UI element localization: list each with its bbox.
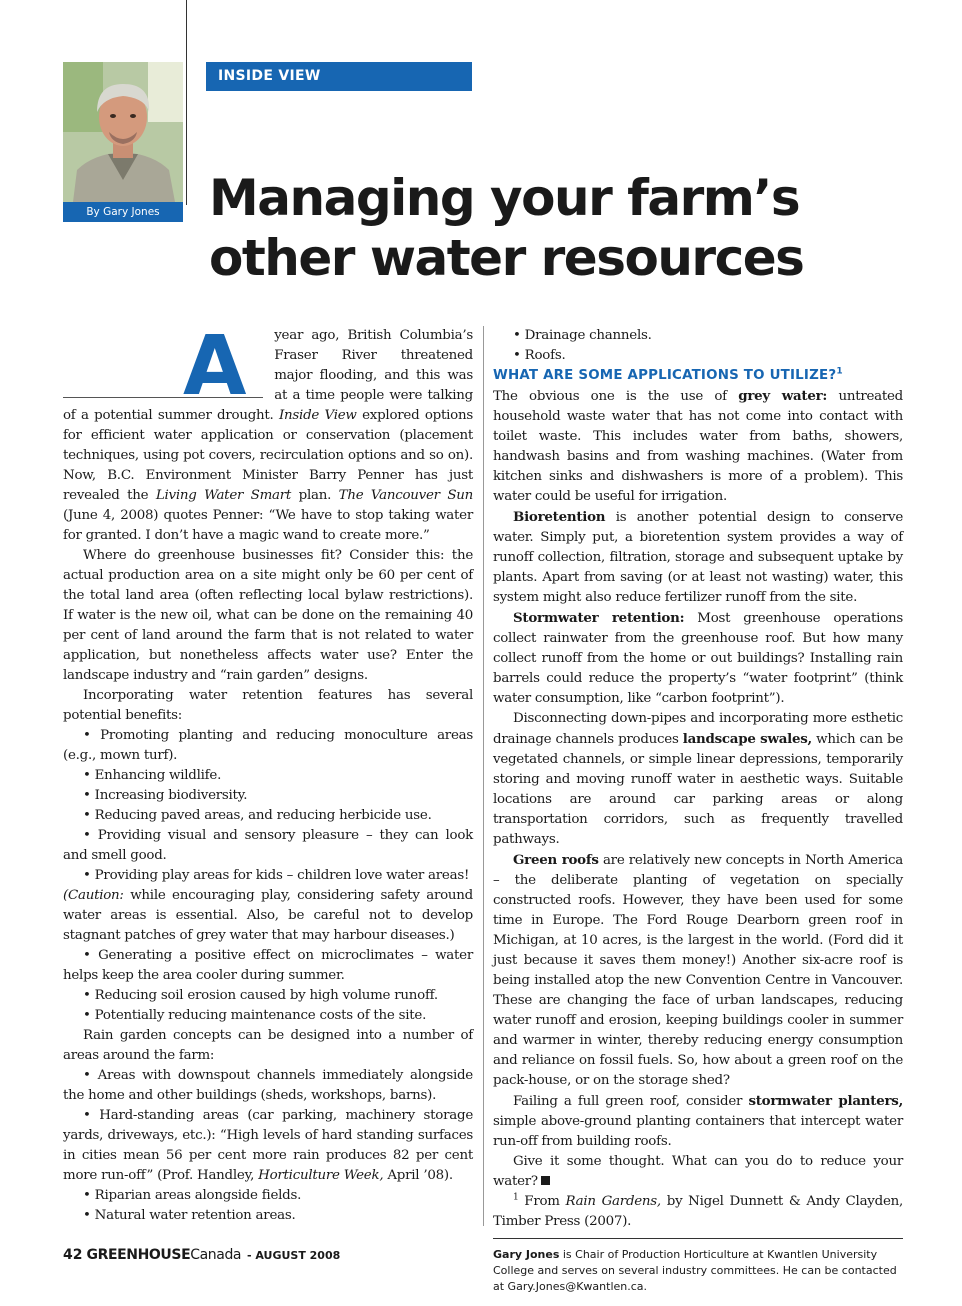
- intro-text: year ago, British Columbia’s Fraser River threatened major flooding, and this was at a time people were talking of a potential summer drought.: [63, 328, 473, 423]
- footnote: [493, 1192, 903, 1232]
- section-subhead: [493, 366, 903, 386]
- living-water-smart-ref: Living Water Smart: [155, 488, 292, 503]
- bioretention-text: is another potential design to conserve water. Simply put, a bioretention system provides a way of runoff collection, filtration, storage and subsequent uptake by plants. Apart from saving (or at least not wasting) water, this system might also reduce fertilizer runoff from the site.: [493, 510, 903, 605]
- planters-term: stormwater planters,: [748, 1093, 903, 1109]
- grey-water-lead: The obvious one is the use of: [493, 389, 739, 404]
- section-kicker: INSIDE VIEW: [206, 62, 472, 91]
- headline-line-2: other water resources: [209, 229, 804, 287]
- list-item: • Generating a positive effect on microclimates – water helps keep the area cooler during summer.: [63, 948, 473, 983]
- magazine-name: Canada: [190, 1247, 242, 1263]
- headline-line-1: Managing your farm’s: [209, 169, 800, 227]
- drop-cap: A: [183, 319, 247, 414]
- grey-water-term: grey water:: [738, 388, 828, 404]
- swales-text: which can be vegetated channels, or simple linear depressions, temporarily storing and moving runoff water in aesthetic ways. Suitable locations are around car parking areas or along transportation corridors, such as frequently travelled pathways.: [493, 732, 903, 847]
- horticulture-week-ref: Horticulture Week,: [258, 1168, 384, 1183]
- paragraph-green-roofs: [493, 850, 903, 1091]
- caution-text: while encouraging play, considering safety around water areas is essential. Also, be careful not to develop stagnant patches of grey water that may harbour diseases.): [63, 888, 473, 943]
- intro-text-2: explored options for efficient water application or conservation (placement techniques, using pot covers, recirculation options and so on). Now, B.C. Environment Minister Barry Penner has just revealed the: [63, 408, 473, 503]
- list-item-text-end: April ’08).: [383, 1168, 453, 1183]
- stormwater-text: Most greenhouse operations collect rainwater from the greenhouse roof. But how many collect runoff from the home or out buildings? Installing rain barrels could reduce the property’s “water footprint” (think water consumption, like “carbon footprint”).: [493, 611, 903, 706]
- list-item: • Reducing soil erosion caused by high volume runoff.: [83, 988, 438, 1003]
- vancouver-sun-ref: The Vancouver Sun: [338, 488, 473, 503]
- article-column-left: [63, 319, 473, 1226]
- green-roofs-text: are relatively new concepts in North America – the deliberate planting of vegetation on specially constructed roofs. However, they have been used for some time in Europe. The Ford Rouge Dearborn green roof in Michigan, at 10 acres, is the largest in the world. (Ford did it just because it saves them money!) Another six-acre roof is being installed atop the new Convention Centre in Vancouver. These are changing the face of urban landscapes, reducing water runoff and erosion, keeping buildings cooler in summer and warmer in winter, thereby reducing energy consumption and reliance on fossil fuels. So, how about a green roof on the pack-house, or on the storage shed?: [493, 853, 903, 1088]
- list-item: • Increasing biodiversity.: [83, 788, 248, 803]
- square-end-mark-icon: [541, 1176, 550, 1185]
- subhead-text: WHAT ARE SOME APPLICATIONS TO UTILIZE?: [493, 368, 837, 383]
- paragraph-rain-garden: Rain garden concepts can be designed into a number of areas around the farm:: [63, 1028, 473, 1063]
- header-vertical-rule: [186, 0, 187, 205]
- rain-gardens-ref: Rain Gardens,: [565, 1194, 661, 1209]
- author-byline: By Gary Jones: [63, 202, 183, 222]
- intro-text-3: plan.: [291, 488, 339, 503]
- intro-paragraph: [63, 319, 473, 546]
- author-bio-name: Gary Jones: [493, 1248, 560, 1261]
- list-item-text: • Hard-standing areas (car parking, machinery storage yards, driveways, etc.): “High levels of hard standing surfaces in cities mean 56 per cent more rain produces 82 per cent more run-off” (Prof. Handley,: [63, 1108, 473, 1183]
- page-footer: [63, 1246, 340, 1265]
- footnote-number: 1: [513, 1192, 519, 1203]
- bio-rule: [493, 1238, 903, 1239]
- list-item: • Areas with downspout channels immediately alongside the home and other buildings (sheds, workshops, barns).: [63, 1068, 473, 1103]
- intro-text-4: (June 4, 2008) quotes Penner: “We have to stop taking water for granted. I don’t have a magic wand to create more.”: [63, 508, 473, 543]
- footnote-lead: From: [518, 1194, 566, 1209]
- swales-term: landscape swales,: [682, 731, 812, 747]
- paragraph-bioretention: [493, 507, 903, 608]
- issue-date: - AUGUST 2008: [243, 1249, 341, 1262]
- paragraph-planters: [493, 1091, 903, 1152]
- list-item: • Roofs.: [513, 348, 566, 363]
- stormwater-term: Stormwater retention:: [513, 610, 685, 626]
- caution-note: [63, 886, 473, 946]
- planters-lead: Failing a full green roof, consider: [513, 1094, 749, 1109]
- author-portrait-image: [63, 62, 183, 202]
- author-bio: [493, 1247, 903, 1295]
- inside-view-ref: Inside View: [279, 408, 357, 423]
- list-item: • Natural water retention areas.: [83, 1208, 296, 1223]
- author-bio-text: is Chair of Production Horticulture at Kwantlen University College and serves on several industry committees. He can be contacted at Gary.Jones@Kwantlen.ca.: [493, 1248, 897, 1293]
- footnote-text: by Nigel Dunnett & Andy Clayden, Timber Press (2007).: [493, 1194, 903, 1229]
- paragraph-greenhouse-fit: Where do greenhouse businesses fit? Consider this: the actual production area on a site might only be 60 per cent of the total land area (often reflecting local bylaw restrictions). If water is the new oil, what can be done on the remaining 40 per cent of land around the farm that is not related to water application, but nonetheless affects water use? Enter the landscape industry and “rain garden” designs.: [63, 548, 473, 683]
- list-item: • Providing visual and sensory pleasure – they can look and smell good.: [63, 828, 473, 863]
- closing-paragraph: [493, 1152, 903, 1192]
- subhead-footnote-ref: 1: [836, 366, 843, 377]
- grey-water-text: untreated household waste water that has not come into contact with toilet waste. This includes water from baths, showers, handwash basins and from washing machines. (Water from kitchen sinks and dishwashers is more of a problem). This water could be useful for irrigation.: [493, 389, 904, 504]
- list-item: • Promoting planting and reducing monoculture areas (e.g., mown turf).: [63, 728, 473, 763]
- list-item: • Providing play areas for kids – children love water areas!: [83, 868, 470, 883]
- closing-text: Give it some thought. What can you do to reduce your water?: [493, 1154, 903, 1189]
- paragraph-swales: [493, 709, 903, 850]
- list-item: [63, 1106, 473, 1186]
- article-column-right: [493, 326, 903, 1295]
- caution-label: (Caution:: [63, 888, 124, 903]
- list-item: • Enhancing wildlife.: [83, 768, 222, 783]
- planters-text: simple above-ground planting containers that intercept water run-off from building roofs.: [493, 1114, 903, 1149]
- author-photo: [63, 62, 183, 202]
- magazine-name-bold: GREENHOUSE: [86, 1247, 191, 1263]
- list-item: • Riparian areas alongside fields.: [83, 1188, 302, 1203]
- list-item: • Drainage channels.: [513, 328, 652, 343]
- list-item: • Potentially reducing maintenance costs of the site.: [83, 1008, 427, 1023]
- list-item: • Reducing paved areas, and reducing herbicide use.: [83, 808, 432, 823]
- paragraph-grey-water: [493, 386, 903, 507]
- green-roofs-term: Green roofs: [513, 852, 599, 868]
- page-number: 42: [63, 1247, 83, 1263]
- article-headline: [209, 168, 929, 288]
- bioretention-term: Bioretention: [513, 509, 606, 525]
- swales-lead: Disconnecting down-pipes and incorporating more esthetic drainage channels produces: [493, 711, 903, 747]
- paragraph-benefits-intro: Incorporating water retention features has several potential benefits:: [63, 688, 473, 723]
- column-divider: [483, 326, 484, 1226]
- paragraph-stormwater: [493, 608, 903, 709]
